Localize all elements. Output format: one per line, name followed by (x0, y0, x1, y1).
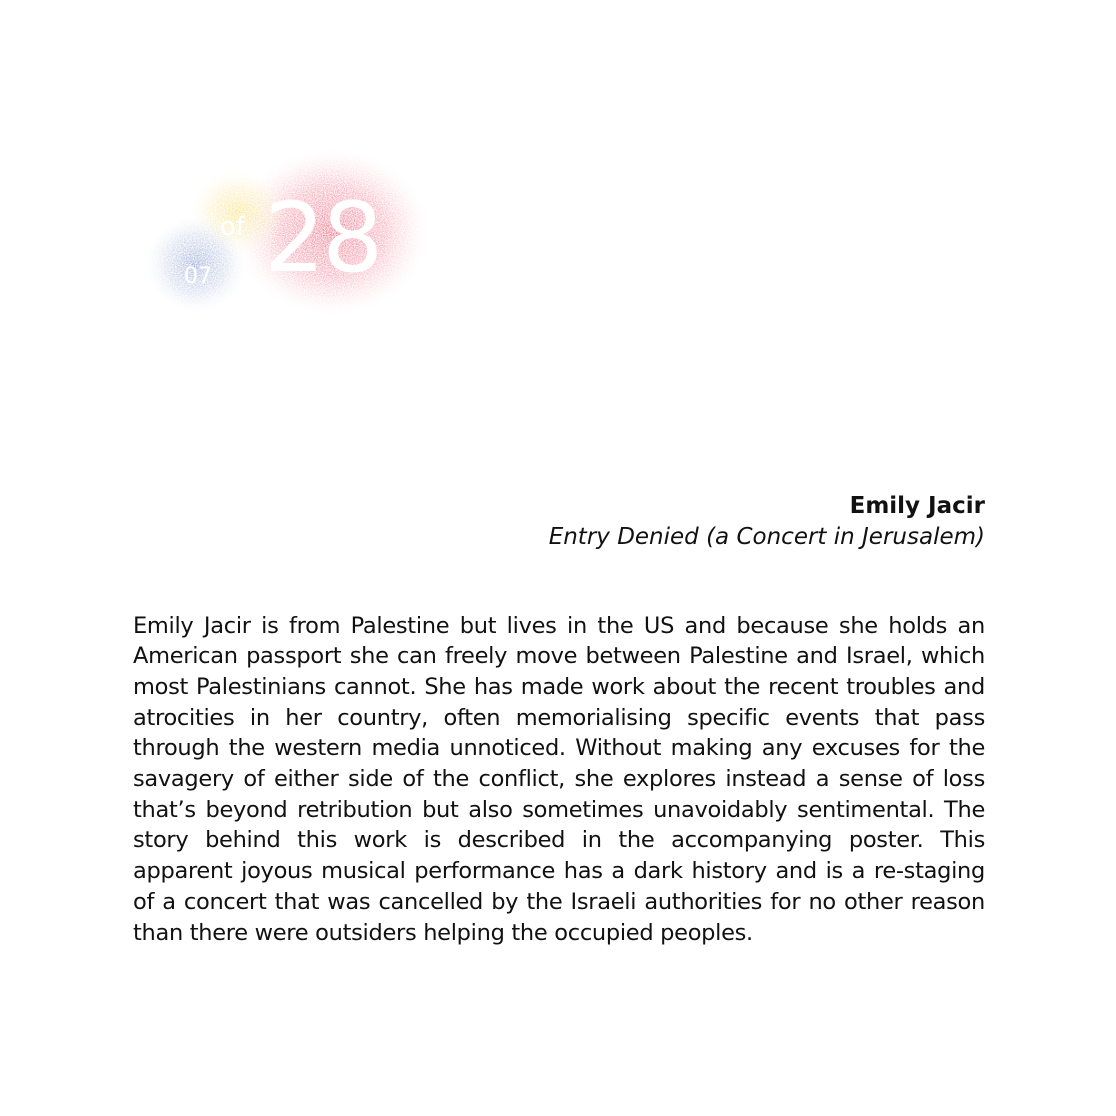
current-page-number: 07 (184, 264, 212, 289)
artwork-description: Emily Jacir is from Palestine but lives in the US and because she holds an American passport she can freely move between Palestine and Israel, which most Palestinians cannot. She has made work about the recent troubles and atrocities in her country, often memorialising specific events that pass through the western media unnoticed. Without making any excuses for the savagery of either side of the conflict, she explores instead a sense of loss that’s beyond retribution but also sometimes unavoidably sentimental. The story behind this work is described in the accompanying poster. This apparent joyous musical performance has a dark history and is a re-staging of a concert that was cancelled by the Israeli authorities for no other reason than there were outsiders helping the occupied peoples. (133, 612, 985, 946)
artwork-title: Entry Denied (a Concert in Jerusalem) (548, 524, 985, 550)
total-pages-number: 28 (264, 182, 381, 294)
page-of-label: of (220, 212, 246, 242)
artist-name: Emily Jacir (849, 493, 985, 519)
page-counter (140, 140, 430, 330)
